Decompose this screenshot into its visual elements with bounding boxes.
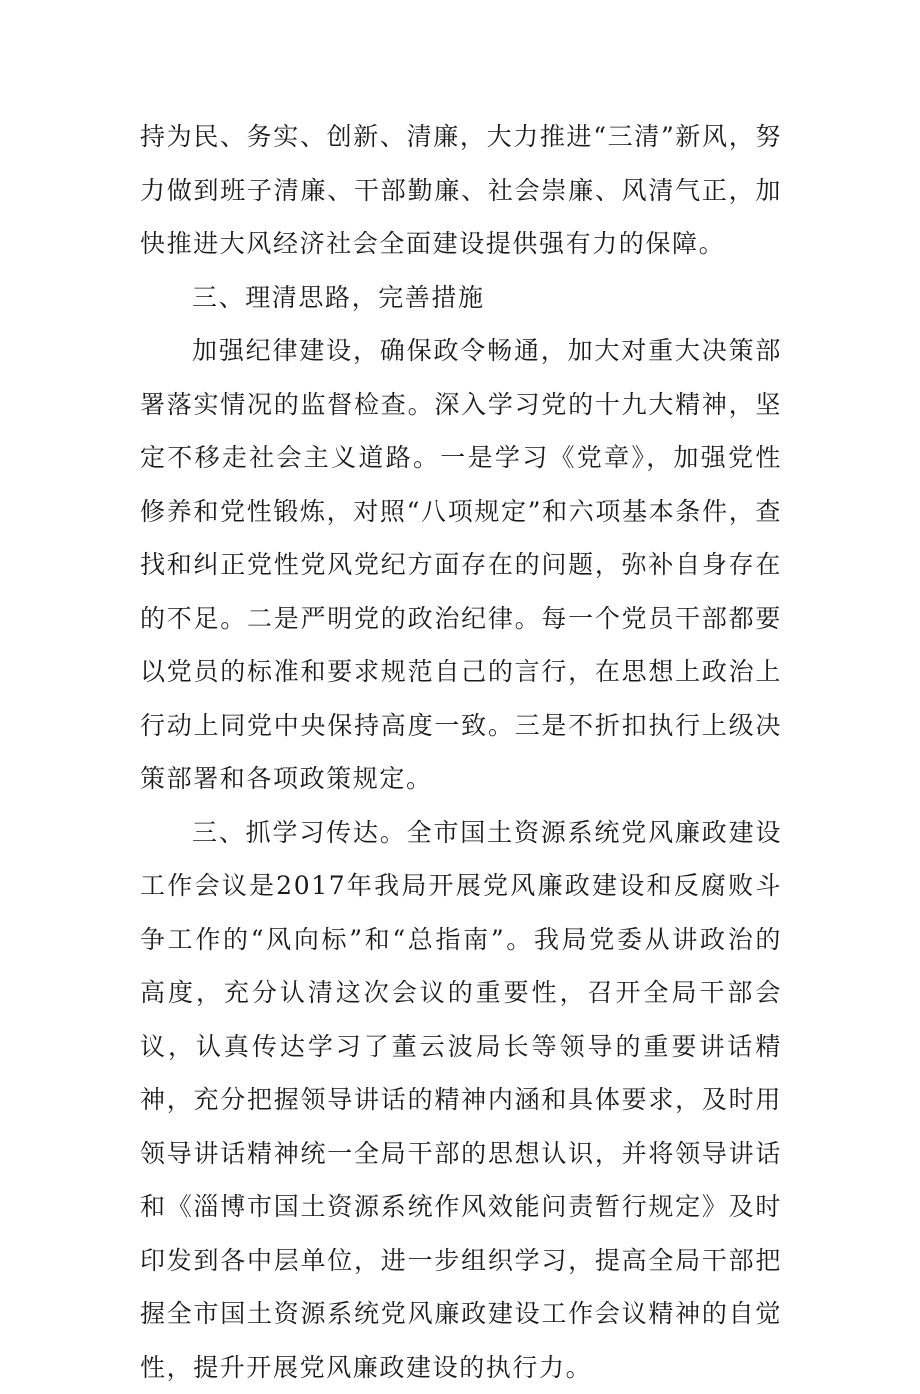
section-heading: 三、理清思路，完善措施: [140, 271, 782, 325]
paragraph-study: 三、抓学习传达。全市国土资源系统党风廉政建设工作会议是2017年我局开展党风廉政建设和反腐败斗争工作的“风向标”和“总指南”。我局党委从讲政治的高度，充分认清这次会议的重要性，召开全局干部会议，认真传达学习了董云波局长等领导的重要讲话精神，充分把握领导讲话的精神内涵和具体要求，及时用领导讲话精神统一全局干部的思想认识，并将领导讲话和《淄博市国土资源系统作风效能问责暂行规定》及时印发到各中层单位，进一步组织学习，提高全局干部把握全市国土资源系统党风廉政建设工作会议精神的自觉性，提升开展党风廉政建设的执行力。: [140, 806, 782, 1394]
paragraph-continuation: 持为民、务实、创新、清廉，大力推进“三清”新风，努力做到班子清廉、干部勤廉、社会崇廉、风清气正，加快推进大风经济社会全面建设提供强有力的保障。: [140, 110, 782, 271]
document-page: [140, 110, 782, 1394]
paragraph-discipline: 加强纪律建设，确保政令畅通，加大对重大决策部署落实情况的监督检查。深入学习党的十九大精神，坚定不移走社会主义道路。一是学习《党章》，加强党性修养和党性锻炼，对照“八项规定”和六项基本条件，查找和纠正党性党风党纪方面存在的问题，弥补自身存在的不足。二是严明党的政治纪律。每一个党员干部都要以党员的标准和要求规范自己的言行，在思想上政治上行动上同党中央保持高度一致。三是不折扣执行上级决策部署和各项政策规定。: [140, 324, 782, 806]
